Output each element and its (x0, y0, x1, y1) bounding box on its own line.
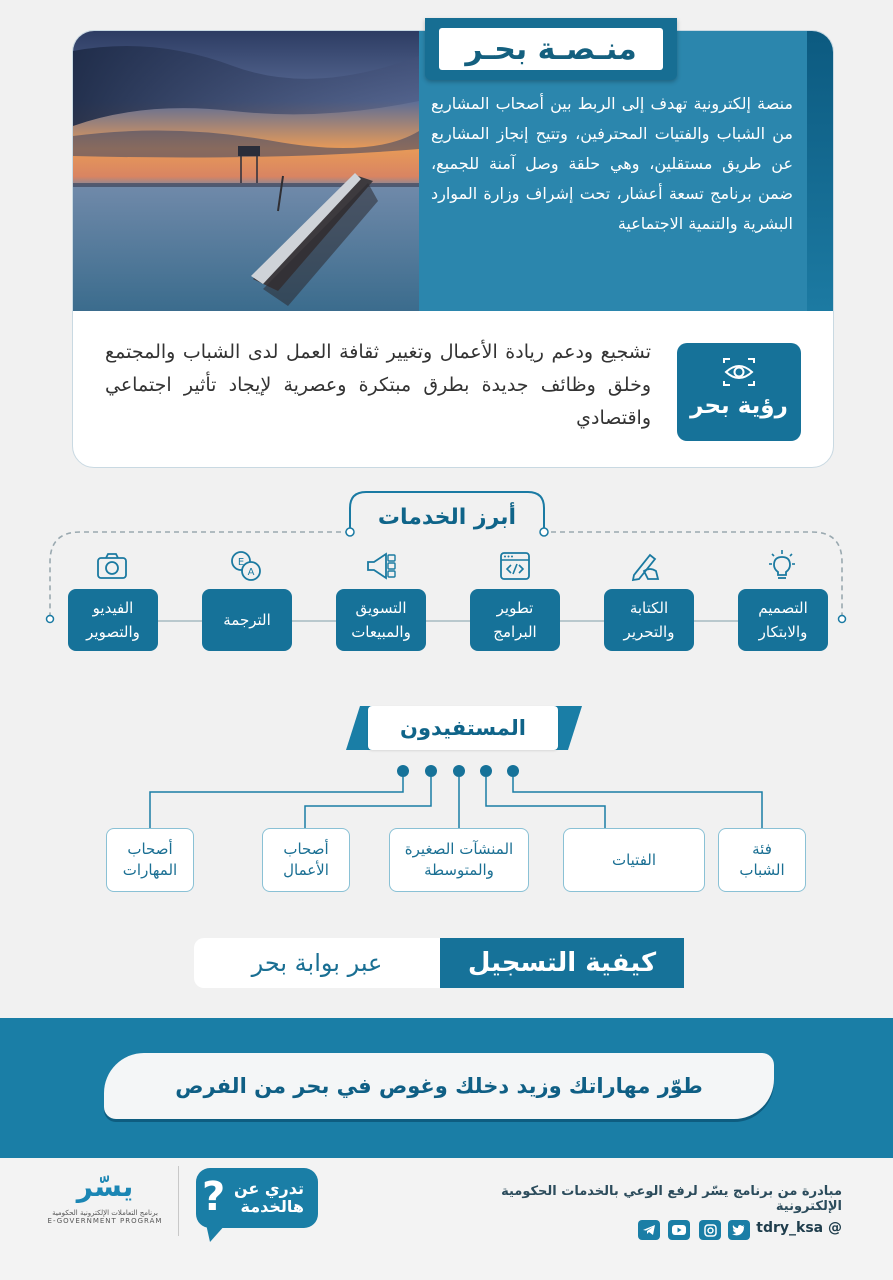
service-translation (202, 589, 292, 651)
speech-tail-icon (206, 1224, 230, 1242)
about-strip (807, 31, 834, 311)
service-video (68, 589, 158, 651)
beneficiaries-title: المستفيدون (368, 706, 558, 750)
beneficiary-girls-label: الفتيات (611, 850, 657, 869)
vision-badge (677, 343, 801, 441)
service-marketing (336, 589, 426, 651)
platform-title-badge (425, 18, 677, 80)
service-video-label: الفيديو والتصوير (86, 599, 140, 641)
twitter-icon[interactable] (728, 1220, 750, 1240)
tdry-logo (196, 1168, 318, 1240)
telegram-glyph (642, 1224, 656, 1236)
vision-text: تشجيع ودعم ريادة الأعمال وتغيير ثقافة العمل لدى الشباب والمجتمع وخلق وظائف جديدة بطرق مبتكرة وعصرية لإيجاد تأثير اجتماعي واقتصادي (105, 341, 651, 429)
beneficiaries-connectors (140, 770, 780, 830)
registration-label: كيفية التسجيل (440, 938, 684, 988)
yusr-logo-subtitle: برنامج التعاملات الإلكترونية الحكومية (52, 1209, 158, 1217)
beneficiary-smes-label: المنشآت الصغيرة والمتوسطة (404, 840, 514, 879)
platform-title: منـصـة بحـر (439, 28, 663, 70)
service-writing-label: الكتابة والتحرير (623, 599, 675, 641)
lightbulb-icon (765, 549, 799, 583)
eye-icon (722, 357, 756, 387)
service-translation-label: الترجمة (223, 611, 271, 629)
beneficiary-girls (563, 828, 705, 892)
about-text: منصة إلكترونية تهدف إلى الربط بين أصحاب المشاريع من الشباب والفتيات المحترفين، وتتيح إنجاز المشاريع عن طريق مستقلين، وهي حلقة وصل آمنة للجميع، ضمن برنامج تسعة أعشار، تحت إشراف وزارة الموارد البشرية والتنمية الاجتماعية (431, 94, 793, 233)
twitter-glyph (732, 1224, 746, 1236)
vision-label: رؤية بحر (690, 393, 788, 419)
beneficiary-business-owners-label: أصحاب الأعمال (283, 840, 329, 879)
service-connector (426, 620, 470, 622)
registration-via: عبر بوابة بحر (194, 938, 440, 988)
megaphone-icon (364, 549, 398, 583)
question-mark-icon: ? (202, 1174, 226, 1220)
telegram-icon[interactable] (638, 1220, 660, 1240)
service-marketing-label: التسويق والمبيعات (351, 599, 411, 641)
service-connector (560, 620, 604, 622)
beneficiary-business-owners (262, 828, 350, 892)
beneficiary-youth (718, 828, 806, 892)
service-connector (292, 620, 336, 622)
yusr-logo-name: يسّر (76, 1170, 134, 1203)
slogan-text: طوّر مهاراتك وزيد دخلك وغوص في بحر من الفرص (175, 1074, 703, 1098)
service-software (470, 589, 560, 651)
writing-hand-icon (628, 549, 662, 583)
yusr-logo (40, 1170, 170, 1240)
translate-icon (229, 549, 263, 583)
services-title: أبرز الخدمات (377, 505, 517, 530)
service-software-label: تطوير البرامج (493, 599, 537, 641)
beneficiaries-title-wrap (346, 706, 580, 750)
code-window-icon (498, 549, 532, 583)
beneficiary-skilled-label: أصحاب المهارات (122, 840, 178, 879)
svg-text:A: A (247, 567, 255, 578)
beneficiary-skilled (106, 828, 194, 892)
instagram-glyph (704, 1224, 717, 1237)
service-connector (158, 620, 202, 622)
sunset-boat-image (73, 31, 419, 311)
service-design-label: التصميم والابتكار (758, 599, 808, 641)
service-writing (604, 589, 694, 651)
service-connector (694, 620, 738, 622)
svg-text:E: E (237, 557, 245, 568)
social-handle[interactable]: @ tdry_ksa (756, 1220, 842, 1236)
about-card (72, 30, 834, 468)
beneficiary-smes (389, 828, 529, 892)
camera-icon (95, 549, 129, 583)
footer-divider (178, 1166, 179, 1236)
yusr-logo-english: E-GOVERNMENT PROGRAM (47, 1217, 163, 1225)
beneficiary-youth-label: فئة الشباب (739, 840, 785, 879)
slogan-pill (104, 1053, 774, 1119)
footer-initiative-text: مبادرة من برنامج يسّر لرفع الوعي بالخدمات الحكومية الإلكترونية (501, 1184, 842, 1214)
youtube-icon[interactable] (668, 1220, 690, 1240)
youtube-glyph (672, 1224, 686, 1236)
tdry-logo-text: تدري عن هالخدمة (196, 1168, 318, 1228)
service-design (738, 589, 828, 651)
instagram-icon[interactable] (699, 1220, 721, 1240)
services-dashed-frame (40, 526, 852, 626)
